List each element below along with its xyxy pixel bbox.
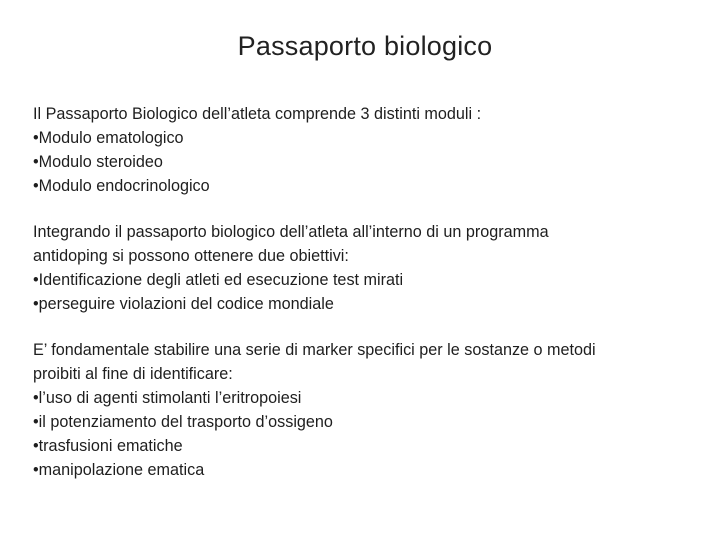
bullet-item: • perseguire violazioni del codice mondiale <box>33 292 693 316</box>
markers-section <box>33 338 693 482</box>
objectives-section <box>33 220 693 316</box>
bullet-item: • Modulo steroideo <box>33 150 693 174</box>
bullet-item: • trasfusioni ematiche <box>33 434 693 458</box>
bullet-item: • Identificazione degli atleti ed esecuzione test mirati <box>33 268 693 292</box>
objectives-intro-line: antidoping si possono ottenere due obiettivi: <box>33 247 349 265</box>
modules-intro: Il Passaporto Biologico dell’atleta comprende 3 distinti moduli : <box>33 105 482 123</box>
bullet-item: • Modulo ematologico <box>33 126 693 150</box>
bullet-item: • il potenziamento del trasporto d’ossigeno <box>33 410 693 434</box>
slide-title: Passaporto biologico <box>237 31 493 61</box>
markers-intro-line: proibiti al fine di identificare: <box>33 365 233 383</box>
modules-section <box>33 102 693 198</box>
objectives-intro-line: Integrando il passaporto biologico dell’atleta all’interno di un programma <box>33 223 549 241</box>
markers-intro-line: E’ fondamentale stabilire una serie di marker specifici per le sostanze o metodi <box>33 341 596 359</box>
bullet-item: • manipolazione ematica <box>33 458 693 482</box>
bullet-item: • Modulo endocrinologico <box>33 174 693 198</box>
slide-body <box>33 102 693 504</box>
bullet-item: • l’uso di agenti stimolanti l’eritropoiesi <box>33 386 693 410</box>
